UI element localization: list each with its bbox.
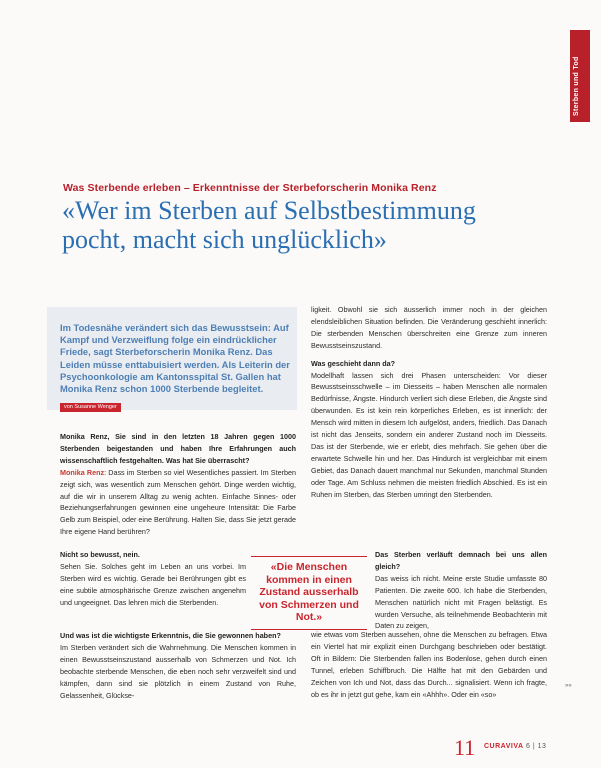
kicker: Was Sterbende erleben – Erkenntnisse der Sterbeforscherin Monika Renz [63,182,437,194]
answer-5-continued: wie etwas vom Sterben aussehen, ohne die Menschen zu befragen. Etwa ein Viertel hat mir explizit einen Durchgang beschrieben oder bestätigt. Oft in Bildern: Die Sterbenden fallen ins Bodenlose, gehen durch einen Tunnel, erleben Schiffbruch. Die Hälfte hat mit den Gebärden und Zeichen von Ich und Not, dass das Durch... signalisiert. Wenn ich fragte, ob es ihr in jetzt gut gehe, kam ein «Ahhh». Oder ein «so» [311,630,547,699]
issue-number: 6 | 13 [525,743,547,750]
continue-marker: »» [565,683,572,689]
answer-5: Das weiss ich nicht. Meine erste Studie umfasste 80 Patienten. Die zweite 600. Ich habe die Sterbenden, Menschen natürlich nicht mit Fragen belästigt. Es wurden Versuche, als teilnehmende Beobachterin mit Daten zu zeigen, [375,573,547,631]
question-2: Nicht so bewusst, nein. [60,550,140,559]
section-tab-label: Sterben und Tod [573,56,580,116]
question-3: Und was ist die wichtigste Erkenntnis, die Sie gewonnen haben? [60,631,281,640]
column-1-bottom [60,630,296,701]
question-4: Was geschieht dann da? [311,358,395,368]
answer-3: Im Sterben verändert sich die Wahrnehmung. Die Menschen kommen in einen Bewusstseinszustand ausserhalb von Schmerzen und Not. Ich beobachte sterbende Menschen, die eben noch sehr verzweifelt sind und kämpfen, dann sind sie plötzlich in einem Zustand von Ruhe, Gelassenheit, Glückse- [60,642,296,700]
pull-quote: «Die Menschen kommen in einen Zustand ausserhalb von Schmerzen und Not.» [251,556,367,630]
answer-continued: ligkeit. Obwohl sie sich äusserlich immer noch in der gleichen elendsleiblichen Situation befinden. Die Veränderung geschieht innerlich: Die sterbenden Menschen überschreiten eine Grenze zum inneren Bewusstseinszustand. [311,305,547,350]
answer-1 [60,467,296,538]
column-1-middle [60,549,246,609]
magazine-brand [484,743,546,750]
section-tab [570,30,590,122]
column-2-top [311,304,547,501]
answer-1-text: : Dass im Sterben so viel Wesentliches passiert. Im Sterben zeigt sich, was wesentlich zum Menschen gehört. Dinge werden wichtig, auf die wir in unserem Alltag zu wenig achten. Einfache Sinnes- oder Beziehungserfahrungen gewinnen eine ungeheure Intensität: Die Farbe Gelb zum Beispiel, oder eine Berührung. Halten Sie, dass Sie jetzt gerade Ihre eigene Hand berühren? [60,467,296,537]
question-5: Das Sterben verläuft demnach bei uns allen gleich? [375,550,547,571]
speaker-name: Monika Renz [60,467,105,477]
author-byline: von Susanne Wenger [60,403,121,412]
brand-name: CURAVIVA [484,743,524,750]
column-2-bottom [311,629,547,700]
lead-text: Im Todesnähe verändert sich das Bewusstsein: Auf Kampf und Verzweiflung folge ein eindrücklicher Friede, sagt Sterbeforscherin Monika Renz. Das Leiden müsse enttabuisiert werden. Als Leiterin der Psychoonkologie am Kantonsspital St. Gallen hat Monika Renz schon 1000 Sterbende begleitet. [60,322,290,395]
answer-4: Modellhaft lassen sich drei Phasen unterscheiden: Vor dieser Bewusstseinsschwelle – im Diesseits – haben Menschen alle normalen Bedürfnisse, Ängste. Hindurch verliert sich diese Erleben, die Ängste sind überwunden. Es ist kein rein körperliches Erleben, es ist innerlich: der Mensch wird mitten in diesem Ich aufgelöst, anders, friedlich. Das Danach ist nicht das Jenseits, sondern ein anderer Zustand noch im Diesseits. Das ist der Sterbende, wie er erlebt, dies mehrfach. Sie gehen über die erwartete Schwelle hin und her. Das Hindurch ist vergleichbar mit einem Gebiet, das Danach dauert manchmal nur Sekunden, manchmal Stunden oder Tage. Am Schluss nehmen die meisten friedlich Abschied. Es ist ein Ruhen im Sterben, das Sterben umringt den Sterbenden. [311,370,547,499]
question-1: Monika Renz, Sie sind in den letzten 18 Jahren gegen 1000 Sterbenden beigestanden und haben Ihre Erfahrungen auch wissenschaftlich festgehalten. Was hat Sie überrascht? [60,432,296,465]
headline: «Wer im Sterben auf Selbstbestimmung pocht, macht sich unglücklich» [62,196,476,254]
page-number: 11 [454,735,476,760]
column-1-top [60,431,296,538]
answer-2: Sehen Sie. Solches geht im Leben an uns vorbei. Im Sterben wird es wichtig. Gerade bei Berührungen gibt es eine subtile atmosphärische Grenze zwischen angenehm und ungeeignet. Das lehren mich die Sterbenden. [60,561,246,607]
column-2-middle [375,549,547,632]
